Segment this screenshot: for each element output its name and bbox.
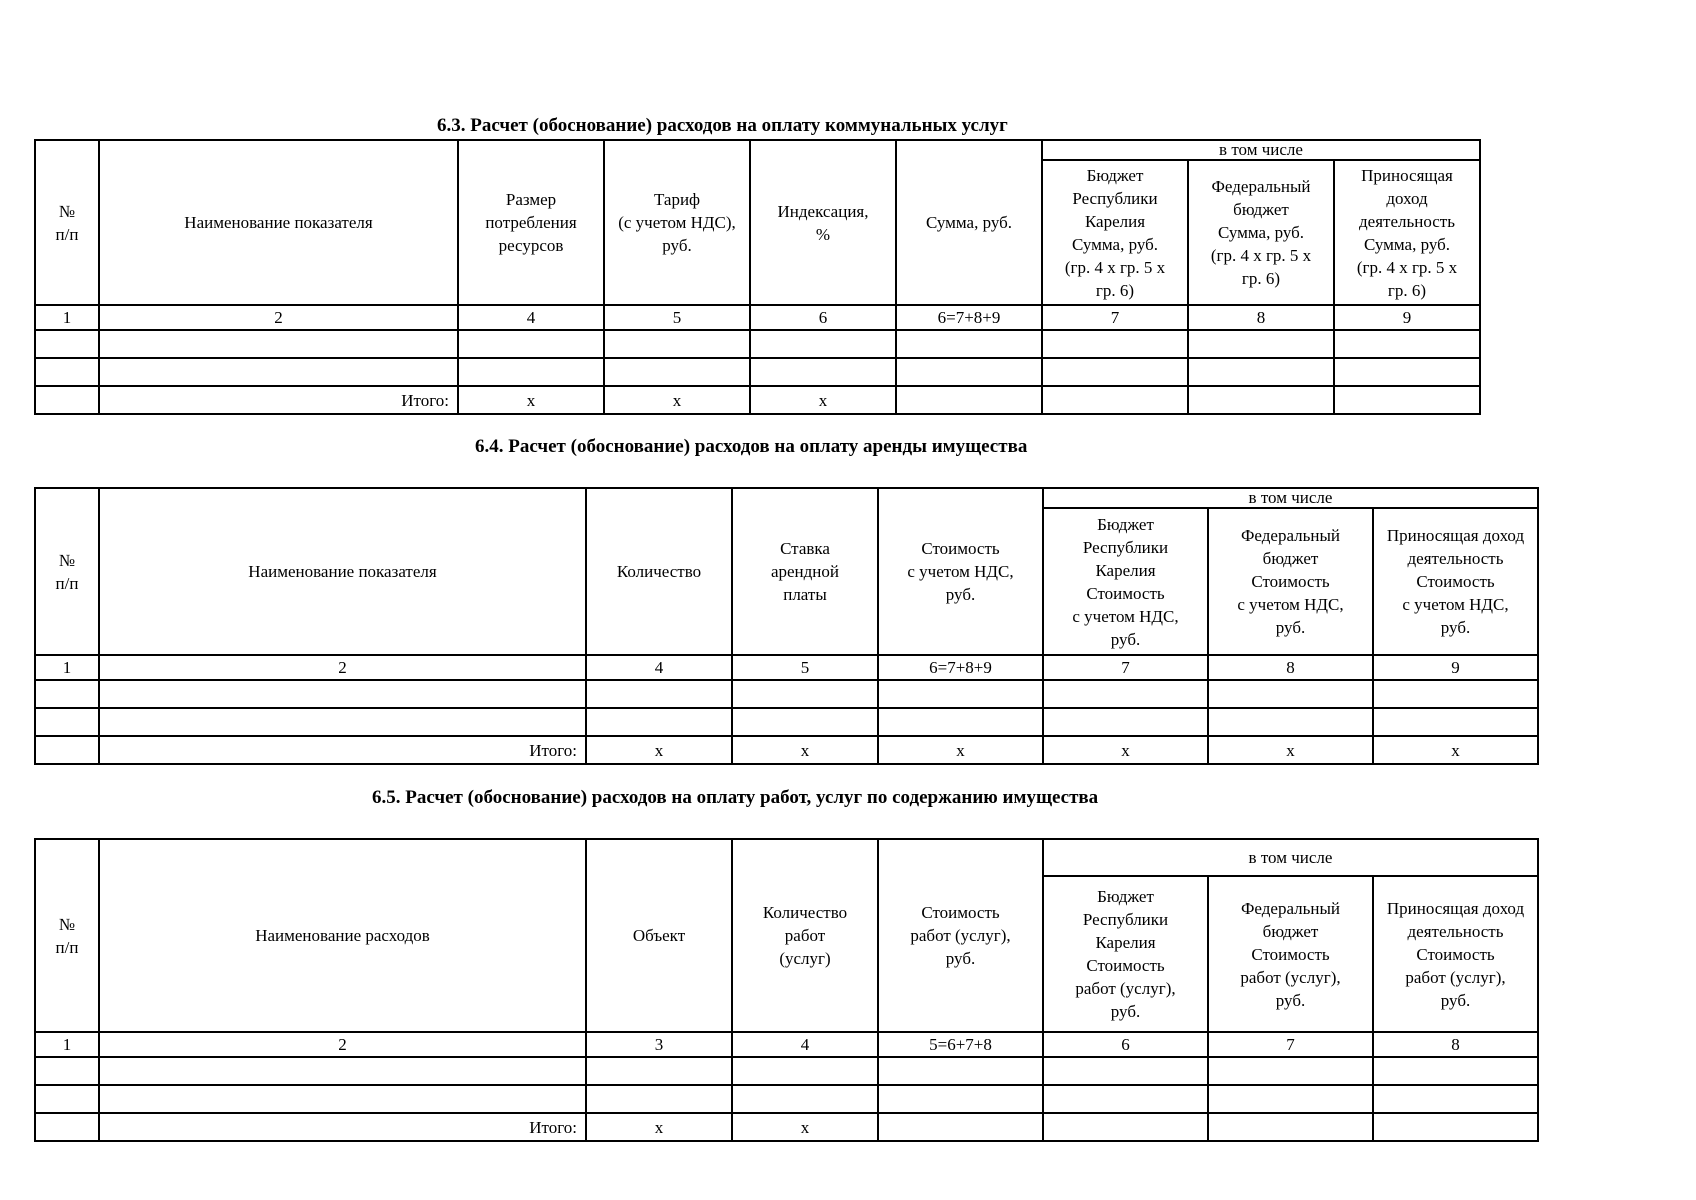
- cell[interactable]: [586, 1085, 732, 1113]
- cell[interactable]: [99, 358, 458, 386]
- col-number: 2: [99, 655, 586, 680]
- table-6-5-title: 6.5. Расчет (обоснование) расходов на оплату работ, услуг по содержанию имущества: [372, 787, 1099, 808]
- header-indexation: Индексация, %: [750, 140, 896, 305]
- cell: [35, 1113, 99, 1141]
- header-num: № п/п: [35, 488, 99, 655]
- header-including: в том числе: [1043, 839, 1538, 876]
- cell[interactable]: [1208, 680, 1373, 708]
- cell: [35, 386, 99, 414]
- col-number: 8: [1373, 1032, 1538, 1057]
- col-number: 1: [35, 1032, 99, 1057]
- total-cell: x: [586, 736, 732, 764]
- cell[interactable]: [732, 1057, 878, 1085]
- header-including: в том числе: [1043, 488, 1538, 508]
- col-number: 4: [586, 655, 732, 680]
- cell[interactable]: [896, 386, 1042, 414]
- cell[interactable]: [1373, 1057, 1538, 1085]
- cell[interactable]: [586, 708, 732, 736]
- header-rent-rate: Ставка арендной платы: [732, 488, 878, 655]
- header-num: № п/п: [35, 140, 99, 305]
- table-6-5: [34, 838, 1539, 1142]
- col-number: 7: [1043, 655, 1208, 680]
- cell[interactable]: [99, 1057, 586, 1085]
- cell[interactable]: [586, 680, 732, 708]
- header-work-quantity: Количество работ (услуг): [732, 839, 878, 1032]
- cell[interactable]: [99, 708, 586, 736]
- header-name: Наименование показателя: [99, 140, 458, 305]
- header-cost-vat: Стоимость с учетом НДС, руб.: [878, 488, 1043, 655]
- cell[interactable]: [1188, 386, 1334, 414]
- header-quantity: Количество: [586, 488, 732, 655]
- table-row: [35, 358, 1480, 386]
- cell[interactable]: [1043, 680, 1208, 708]
- cell[interactable]: [878, 1085, 1043, 1113]
- header-work-cost: Стоимость работ (услуг), руб.: [878, 839, 1043, 1032]
- cell[interactable]: [732, 680, 878, 708]
- cell[interactable]: [896, 330, 1042, 358]
- col-number: 6=7+8+9: [878, 655, 1043, 680]
- header-income-activity: Приносящая доход деятельность Сумма, руб. (гр. 4 х гр. 5 х гр. 6): [1334, 160, 1480, 305]
- cell[interactable]: [1043, 708, 1208, 736]
- total-row: [35, 386, 1480, 414]
- total-cell: x: [1373, 736, 1538, 764]
- header-budget-karelia: Бюджет Республики Карелия Сумма, руб. (гр. 4 х гр. 5 х гр. 6): [1042, 160, 1188, 305]
- cell[interactable]: [99, 680, 586, 708]
- col-number: 5=6+7+8: [878, 1032, 1043, 1057]
- cell[interactable]: [1188, 358, 1334, 386]
- header-tariff: Тариф (с учетом НДС), руб.: [604, 140, 750, 305]
- cell[interactable]: [732, 1085, 878, 1113]
- table-row: [35, 680, 1538, 708]
- cell[interactable]: [1042, 386, 1188, 414]
- cell[interactable]: [1208, 708, 1373, 736]
- cell[interactable]: [99, 1085, 586, 1113]
- column-numbers-row: [35, 655, 1538, 680]
- cell[interactable]: [35, 680, 99, 708]
- col-number: 8: [1208, 655, 1373, 680]
- cell[interactable]: [1373, 708, 1538, 736]
- cell[interactable]: [1334, 330, 1480, 358]
- col-number: 4: [458, 305, 604, 330]
- total-row: [35, 1113, 1538, 1141]
- total-cell: x: [732, 1113, 878, 1141]
- col-number: 2: [99, 1032, 586, 1057]
- cell[interactable]: [586, 1057, 732, 1085]
- col-number: 7: [1042, 305, 1188, 330]
- col-number: 6=7+8+9: [896, 305, 1042, 330]
- cell[interactable]: [604, 358, 750, 386]
- cell[interactable]: [1042, 330, 1188, 358]
- total-label: Итого:: [99, 736, 586, 764]
- cell[interactable]: [35, 1057, 99, 1085]
- table-row: [35, 1085, 1538, 1113]
- cell[interactable]: [750, 330, 896, 358]
- table-6-4: [34, 487, 1539, 765]
- cell[interactable]: [1043, 1085, 1208, 1113]
- cell[interactable]: [35, 708, 99, 736]
- cell[interactable]: [1334, 358, 1480, 386]
- cell[interactable]: [1043, 1057, 1208, 1085]
- cell[interactable]: [750, 358, 896, 386]
- header-income-activity: Приносящая доход деятельность Стоимость с учетом НДС, руб.: [1373, 508, 1538, 655]
- col-number: 5: [604, 305, 750, 330]
- cell[interactable]: [1334, 386, 1480, 414]
- header-num: № п/п: [35, 839, 99, 1032]
- cell[interactable]: [1373, 1113, 1538, 1141]
- cell[interactable]: [878, 1057, 1043, 1085]
- cell[interactable]: [35, 1085, 99, 1113]
- cell[interactable]: [878, 708, 1043, 736]
- header-federal-budget: Федеральный бюджет Стоимость с учетом НДС, руб.: [1208, 508, 1373, 655]
- table-6-4-title: 6.4. Расчет (обоснование) расходов на оплату аренды имущества: [475, 436, 1028, 457]
- header-federal-budget: Федеральный бюджет Стоимость работ (услуг), руб.: [1208, 876, 1373, 1032]
- cell[interactable]: [1042, 358, 1188, 386]
- cell[interactable]: [35, 330, 99, 358]
- col-number: 2: [99, 305, 458, 330]
- col-number: 8: [1188, 305, 1334, 330]
- total-cell: x: [878, 736, 1043, 764]
- header-income-activity: Приносящая доход деятельность Стоимость работ (услуг), руб.: [1373, 876, 1538, 1032]
- header-including: в том числе: [1042, 140, 1480, 160]
- total-cell: x: [604, 386, 750, 414]
- table-6-3-title: 6.3. Расчет (обоснование) расходов на оплату коммунальных услуг: [437, 115, 1008, 136]
- col-number: 1: [35, 655, 99, 680]
- cell[interactable]: [604, 330, 750, 358]
- total-cell: x: [586, 1113, 732, 1141]
- cell[interactable]: [878, 1113, 1043, 1141]
- col-number: 4: [732, 1032, 878, 1057]
- col-number: 1: [35, 305, 99, 330]
- cell[interactable]: [35, 358, 99, 386]
- total-cell: x: [750, 386, 896, 414]
- cell[interactable]: [896, 358, 1042, 386]
- header-object: Объект: [586, 839, 732, 1032]
- table-row: [35, 330, 1480, 358]
- col-number: 9: [1373, 655, 1538, 680]
- total-cell: x: [732, 736, 878, 764]
- header-consumption: Размер потребления ресурсов: [458, 140, 604, 305]
- table-row: [35, 708, 1538, 736]
- col-number: 3: [586, 1032, 732, 1057]
- col-number: 6: [750, 305, 896, 330]
- total-cell: x: [458, 386, 604, 414]
- table-row: [35, 1057, 1538, 1085]
- cell[interactable]: [1188, 330, 1334, 358]
- header-federal-budget: Федеральный бюджет Сумма, руб. (гр. 4 х гр. 5 х гр. 6): [1188, 160, 1334, 305]
- cell[interactable]: [1373, 680, 1538, 708]
- total-cell: x: [1208, 736, 1373, 764]
- col-number: 5: [732, 655, 878, 680]
- col-number: 6: [1043, 1032, 1208, 1057]
- table-6-3: [34, 139, 1481, 415]
- cell[interactable]: [878, 680, 1043, 708]
- col-number: 9: [1334, 305, 1480, 330]
- total-cell: x: [1043, 736, 1208, 764]
- cell[interactable]: [1043, 1113, 1208, 1141]
- total-label: Итого:: [99, 386, 458, 414]
- cell[interactable]: [1208, 1057, 1373, 1085]
- header-budget-karelia: Бюджет Республики Карелия Стоимость работ (услуг), руб.: [1043, 876, 1208, 1032]
- cell[interactable]: [99, 330, 458, 358]
- column-numbers-row: [35, 1032, 1538, 1057]
- header-sum: Сумма, руб.: [896, 140, 1042, 305]
- cell: [35, 736, 99, 764]
- total-row: [35, 736, 1538, 764]
- header-name: Наименование расходов: [99, 839, 586, 1032]
- header-budget-karelia: Бюджет Республики Карелия Стоимость с учетом НДС, руб.: [1043, 508, 1208, 655]
- cell[interactable]: [458, 358, 604, 386]
- cell[interactable]: [732, 708, 878, 736]
- cell[interactable]: [1208, 1113, 1373, 1141]
- column-numbers-row: [35, 305, 1480, 330]
- cell[interactable]: [1373, 1085, 1538, 1113]
- col-number: 7: [1208, 1032, 1373, 1057]
- total-label: Итого:: [99, 1113, 586, 1141]
- cell[interactable]: [458, 330, 604, 358]
- cell[interactable]: [1208, 1085, 1373, 1113]
- header-name: Наименование показателя: [99, 488, 586, 655]
